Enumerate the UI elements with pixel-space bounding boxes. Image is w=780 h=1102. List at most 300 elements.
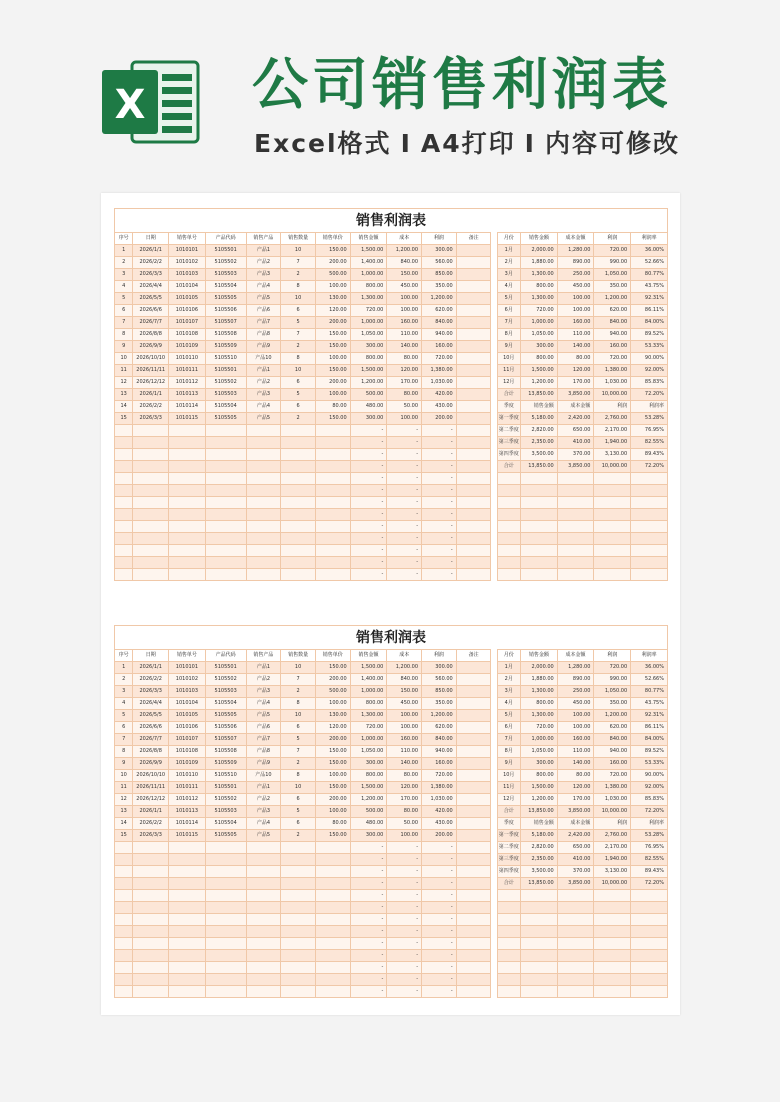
table-cell: 1010106 <box>169 722 206 734</box>
banner <box>0 0 780 190</box>
monthly-cell: 92.31% <box>631 710 668 722</box>
table-cell: 2026/2/2 <box>133 257 169 269</box>
monthly-cell: 620.00 <box>594 305 631 317</box>
table-cell: 5105503 <box>205 806 246 818</box>
table-cell: 6 <box>281 305 316 317</box>
table-cell: 产品6 <box>246 305 281 317</box>
quarter-cell: 2,170.00 <box>594 842 631 854</box>
monthly-cell: 890.00 <box>557 257 594 269</box>
quarter-cell: 76.95% <box>631 842 668 854</box>
table-cell: 2026/2/2 <box>133 674 169 686</box>
column-header: 成本金额 <box>557 233 594 245</box>
empty-value-cell: - <box>350 914 387 926</box>
table-cell <box>133 854 169 866</box>
monthly-cell: 2,000.00 <box>520 662 557 674</box>
table-cell: 1010101 <box>169 245 206 257</box>
table-cell: 160.00 <box>422 341 457 353</box>
table-cell: 150.00 <box>315 245 350 257</box>
monthly-cell: 3,850.00 <box>557 806 594 818</box>
table-cell <box>631 557 668 569</box>
table-cell: 2026/10/10 <box>133 770 169 782</box>
table-cell: 1,300.00 <box>350 710 387 722</box>
table-cell: 6 <box>115 305 133 317</box>
empty-value-cell: - <box>422 950 457 962</box>
table-row <box>115 437 668 449</box>
table-cell <box>456 413 491 425</box>
table-cell: 2026/2/2 <box>133 818 169 830</box>
table-cell: 10 <box>281 245 316 257</box>
column-header: 销售产品 <box>246 650 281 662</box>
subtitle-print: A4打印 <box>420 129 516 158</box>
monthly-cell: 1,000.00 <box>520 734 557 746</box>
table-cell <box>133 509 169 521</box>
table-row <box>115 509 668 521</box>
table-cell: 2 <box>115 674 133 686</box>
table-cell: 350.00 <box>422 281 457 293</box>
table-cell: 840.00 <box>387 257 422 269</box>
monthly-cell: 89.52% <box>631 329 668 341</box>
monthly-cell: 9月 <box>497 758 520 770</box>
table-cell <box>520 473 557 485</box>
table-cell <box>169 926 206 938</box>
monthly-cell: 1,200.00 <box>520 794 557 806</box>
table-cell: 2026/6/6 <box>133 722 169 734</box>
table-cell <box>205 461 246 473</box>
table-cell: 800.00 <box>350 698 387 710</box>
monthly-cell: 100.00 <box>557 305 594 317</box>
table-cell <box>246 962 281 974</box>
empty-value-cell: - <box>387 950 422 962</box>
table-cell: 620.00 <box>422 305 457 317</box>
table-cell <box>205 974 246 986</box>
table-cell <box>315 425 350 437</box>
table-cell: 产品3 <box>246 389 281 401</box>
table-cell: 2026/3/3 <box>133 269 169 281</box>
table-cell: 13 <box>115 389 133 401</box>
table-cell <box>246 533 281 545</box>
table-cell: 5105505 <box>205 830 246 842</box>
monthly-cell: 52.66% <box>631 674 668 686</box>
empty-value-cell: - <box>387 986 422 998</box>
table-cell <box>169 425 206 437</box>
table-cell <box>246 485 281 497</box>
table-cell <box>115 938 133 950</box>
quarter-header: 成本金额 <box>557 818 594 830</box>
table-cell: 10 <box>115 770 133 782</box>
quarter-cell: 3,130.00 <box>594 866 631 878</box>
quarter-cell: 89.43% <box>631 866 668 878</box>
quarter-header: 销售金额 <box>520 401 557 413</box>
column-header: 利润 <box>422 233 457 245</box>
quarter-cell: 53.28% <box>631 830 668 842</box>
table-cell: 1010114 <box>169 401 206 413</box>
table-row <box>115 722 668 734</box>
table-cell <box>133 938 169 950</box>
empty-value-cell: - <box>422 437 457 449</box>
table-cell: 6 <box>281 818 316 830</box>
table-cell: 350.00 <box>422 698 457 710</box>
table-cell <box>631 950 668 962</box>
table-row <box>115 317 668 329</box>
table-cell <box>456 890 491 902</box>
monthly-cell: 990.00 <box>594 257 631 269</box>
table-cell: 5105510 <box>205 770 246 782</box>
table-cell <box>456 245 491 257</box>
empty-value-cell: - <box>422 509 457 521</box>
monthly-cell: 1,300.00 <box>520 293 557 305</box>
empty-value-cell: - <box>422 473 457 485</box>
table-row <box>115 986 668 998</box>
table-cell <box>169 545 206 557</box>
table-cell: 5 <box>115 710 133 722</box>
table-row <box>115 389 668 401</box>
table-cell: 2026/6/6 <box>133 305 169 317</box>
empty-value-cell: - <box>422 938 457 950</box>
table-cell: 11 <box>115 365 133 377</box>
monthly-cell: 250.00 <box>557 686 594 698</box>
subtitle-format: Excel格式 <box>254 129 392 158</box>
table-cell <box>456 497 491 509</box>
monthly-cell: 1,050.00 <box>520 329 557 341</box>
table-cell <box>115 866 133 878</box>
table-cell: 产品4 <box>246 281 281 293</box>
table-cell <box>520 986 557 998</box>
table-cell <box>115 557 133 569</box>
monthly-cell: 10月 <box>497 353 520 365</box>
table-cell: 2 <box>281 686 316 698</box>
monthly-cell: 720.00 <box>594 353 631 365</box>
table-cell <box>497 950 520 962</box>
table-cell <box>557 569 594 581</box>
table-cell: 1010107 <box>169 734 206 746</box>
table-cell: 200.00 <box>315 317 350 329</box>
table-cell <box>281 485 316 497</box>
quarter-cell: 5,180.00 <box>520 413 557 425</box>
table-cell: 7 <box>115 734 133 746</box>
table-cell: 2026/11/11 <box>133 782 169 794</box>
table-row <box>115 926 668 938</box>
quarter-header: 利润率 <box>631 818 668 830</box>
table-cell: 150.00 <box>315 758 350 770</box>
table-cell <box>456 341 491 353</box>
monthly-cell: 1,030.00 <box>594 794 631 806</box>
table-row <box>115 662 668 674</box>
table-cell <box>115 962 133 974</box>
empty-value-cell: - <box>422 890 457 902</box>
table-cell <box>133 974 169 986</box>
table-cell <box>169 557 206 569</box>
table-cell <box>315 878 350 890</box>
table-cell <box>520 521 557 533</box>
monthly-cell: 13,850.00 <box>520 806 557 818</box>
table-cell: 2026/9/9 <box>133 758 169 770</box>
table-cell: 产品2 <box>246 377 281 389</box>
table-cell <box>133 497 169 509</box>
table-cell <box>281 974 316 986</box>
table-row <box>115 521 668 533</box>
table-cell <box>169 962 206 974</box>
table-cell: 产品6 <box>246 722 281 734</box>
table-cell: 5105506 <box>205 722 246 734</box>
monthly-cell: 合计 <box>497 806 520 818</box>
empty-value-cell: - <box>422 974 457 986</box>
table-cell: 150.00 <box>315 365 350 377</box>
quarter-cell: 76.95% <box>631 425 668 437</box>
table-row <box>115 686 668 698</box>
empty-value-cell: - <box>350 461 387 473</box>
table-cell: 15 <box>115 830 133 842</box>
table-cell: 2026/5/5 <box>133 710 169 722</box>
monthly-cell: 110.00 <box>557 746 594 758</box>
table-cell: 8 <box>115 329 133 341</box>
table-cell <box>133 902 169 914</box>
table-cell: 430.00 <box>422 818 457 830</box>
table-cell: 产品8 <box>246 746 281 758</box>
table-cell: 产品7 <box>246 734 281 746</box>
empty-value-cell: - <box>387 473 422 485</box>
subtitle <box>254 124 680 160</box>
table-cell: 300.00 <box>350 758 387 770</box>
table-cell: 5105507 <box>205 734 246 746</box>
table-cell <box>133 473 169 485</box>
table-cell <box>315 509 350 521</box>
monthly-cell: 1,880.00 <box>520 257 557 269</box>
table-cell <box>594 533 631 545</box>
table-cell: 产品1 <box>246 662 281 674</box>
table-cell <box>497 473 520 485</box>
table-cell <box>456 257 491 269</box>
table-cell: 2 <box>281 413 316 425</box>
table-row <box>115 473 668 485</box>
table-cell: 7 <box>281 674 316 686</box>
table-cell <box>133 557 169 569</box>
table-cell <box>497 533 520 545</box>
empty-value-cell: - <box>350 866 387 878</box>
table-cell <box>281 521 316 533</box>
empty-value-cell: - <box>387 878 422 890</box>
table-cell: 5105505 <box>205 293 246 305</box>
table-row <box>115 902 668 914</box>
table-cell: 5105503 <box>205 269 246 281</box>
table-cell <box>205 425 246 437</box>
table-cell: 1,050.00 <box>350 329 387 341</box>
table-cell: 5105502 <box>205 674 246 686</box>
table-row <box>115 878 668 890</box>
table-row <box>115 938 668 950</box>
table-cell <box>169 569 206 581</box>
monthly-cell: 72.20% <box>631 806 668 818</box>
table-cell <box>169 914 206 926</box>
quarter-cell: 410.00 <box>557 854 594 866</box>
empty-value-cell: - <box>350 425 387 437</box>
header-row <box>115 233 668 245</box>
table-cell: 1,500.00 <box>350 782 387 794</box>
table-cell: 2026/8/8 <box>133 329 169 341</box>
empty-value-cell: - <box>387 449 422 461</box>
table-cell <box>205 485 246 497</box>
table-row <box>115 782 668 794</box>
table-cell <box>497 521 520 533</box>
table-cell <box>456 830 491 842</box>
monthly-cell: 86.11% <box>631 722 668 734</box>
table-cell: 160.00 <box>387 734 422 746</box>
table-cell <box>115 473 133 485</box>
monthly-cell: 100.00 <box>557 293 594 305</box>
table-cell <box>456 806 491 818</box>
table-cell: 100.00 <box>315 281 350 293</box>
table-cell <box>631 509 668 521</box>
table-cell: 7 <box>281 746 316 758</box>
empty-value-cell: - <box>350 950 387 962</box>
monthly-cell: 12月 <box>497 794 520 806</box>
monthly-cell: 72.20% <box>631 389 668 401</box>
table-row <box>115 698 668 710</box>
table-cell: 8 <box>281 353 316 365</box>
monthly-cell: 2月 <box>497 257 520 269</box>
quarter-cell: 2,760.00 <box>594 830 631 842</box>
table-cell: 120.00 <box>387 782 422 794</box>
table-cell <box>281 842 316 854</box>
table-cell: 500.00 <box>315 269 350 281</box>
empty-value-cell: - <box>350 938 387 950</box>
table-cell: 5105506 <box>205 305 246 317</box>
quarter-header: 季度 <box>497 401 520 413</box>
table-cell: 620.00 <box>422 722 457 734</box>
table-cell <box>520 497 557 509</box>
table-cell <box>205 962 246 974</box>
table-cell <box>169 533 206 545</box>
table-cell: 1010111 <box>169 365 206 377</box>
column-header: 销售数量 <box>281 233 316 245</box>
table-cell <box>115 926 133 938</box>
table-cell: 1010112 <box>169 377 206 389</box>
monthly-cell: 1,380.00 <box>594 782 631 794</box>
table-cell <box>456 509 491 521</box>
table-cell: 300.00 <box>350 341 387 353</box>
table-cell <box>594 938 631 950</box>
monthly-cell: 10月 <box>497 770 520 782</box>
table-cell <box>497 545 520 557</box>
table-cell <box>520 545 557 557</box>
quarter-cell: 第四季度 <box>497 866 520 878</box>
table-cell: 1,030.00 <box>422 794 457 806</box>
sales-table <box>114 649 668 998</box>
table-cell <box>281 437 316 449</box>
table-cell: 1 <box>115 245 133 257</box>
empty-value-cell: - <box>387 521 422 533</box>
monthly-cell: 92.31% <box>631 293 668 305</box>
table-cell <box>497 914 520 926</box>
empty-value-cell: - <box>350 842 387 854</box>
quarter-cell: 2,820.00 <box>520 425 557 437</box>
table-cell <box>631 986 668 998</box>
monthly-cell: 720.00 <box>520 305 557 317</box>
column-header: 成本 <box>387 650 422 662</box>
subtitle-separator: I <box>524 129 536 158</box>
column-header: 销售金额 <box>350 233 387 245</box>
table-cell: 1010109 <box>169 758 206 770</box>
table-cell: 160.00 <box>387 317 422 329</box>
table-cell <box>631 521 668 533</box>
column-header: 销售单号 <box>169 650 206 662</box>
table-cell <box>456 569 491 581</box>
table-cell: 80.00 <box>315 818 350 830</box>
monthly-cell: 1,300.00 <box>520 710 557 722</box>
table-cell <box>205 938 246 950</box>
table-cell <box>246 926 281 938</box>
table-cell: 1010111 <box>169 782 206 794</box>
table-cell <box>557 485 594 497</box>
table-cell: 产品2 <box>246 794 281 806</box>
table-cell <box>497 902 520 914</box>
quarter-header: 成本金额 <box>557 401 594 413</box>
table-cell <box>169 485 206 497</box>
monthly-cell: 1,200.00 <box>594 293 631 305</box>
table-cell: 1,200.00 <box>350 794 387 806</box>
table-row <box>115 674 668 686</box>
table-cell: 2026/7/7 <box>133 317 169 329</box>
table-cell <box>133 437 169 449</box>
table-cell <box>205 521 246 533</box>
table-cell <box>497 926 520 938</box>
table-cell: 3 <box>115 269 133 281</box>
monthly-cell: 100.00 <box>557 722 594 734</box>
table-cell: 产品10 <box>246 353 281 365</box>
monthly-cell: 300.00 <box>520 758 557 770</box>
monthly-cell: 85.83% <box>631 794 668 806</box>
empty-value-cell: - <box>387 425 422 437</box>
monthly-cell: 1,300.00 <box>520 269 557 281</box>
quarter-header: 季度 <box>497 818 520 830</box>
table-cell: 5 <box>281 734 316 746</box>
table-cell: 产品5 <box>246 413 281 425</box>
table-cell <box>169 437 206 449</box>
monthly-cell: 620.00 <box>594 722 631 734</box>
table-cell <box>133 842 169 854</box>
table-cell: 500.00 <box>350 389 387 401</box>
table-cell <box>205 914 246 926</box>
table-cell: 140.00 <box>387 341 422 353</box>
table-cell <box>205 437 246 449</box>
quarter-cell: 2,820.00 <box>520 842 557 854</box>
table-row <box>115 569 668 581</box>
table-cell: 6 <box>281 722 316 734</box>
table-cell: 产品5 <box>246 293 281 305</box>
table-cell: 1010114 <box>169 818 206 830</box>
table-cell: 100.00 <box>387 305 422 317</box>
quarter-cell: 第二季度 <box>497 425 520 437</box>
table-cell <box>281 962 316 974</box>
table-cell: 100.00 <box>315 389 350 401</box>
table-cell: 1010104 <box>169 281 206 293</box>
empty-value-cell: - <box>422 914 457 926</box>
monthly-cell: 1,500.00 <box>520 782 557 794</box>
table-cell: 10 <box>281 782 316 794</box>
table-cell <box>631 926 668 938</box>
empty-value-cell: - <box>387 926 422 938</box>
sales-sheet-1 <box>114 208 668 581</box>
table-cell <box>456 281 491 293</box>
table-cell <box>594 986 631 998</box>
table-cell: 1,500.00 <box>350 365 387 377</box>
table-cell <box>497 509 520 521</box>
empty-value-cell: - <box>387 854 422 866</box>
empty-value-cell: - <box>422 986 457 998</box>
table-cell: 5105502 <box>205 257 246 269</box>
column-header: 销售单价 <box>315 650 350 662</box>
table-cell: 1,380.00 <box>422 782 457 794</box>
table-row <box>115 818 668 830</box>
